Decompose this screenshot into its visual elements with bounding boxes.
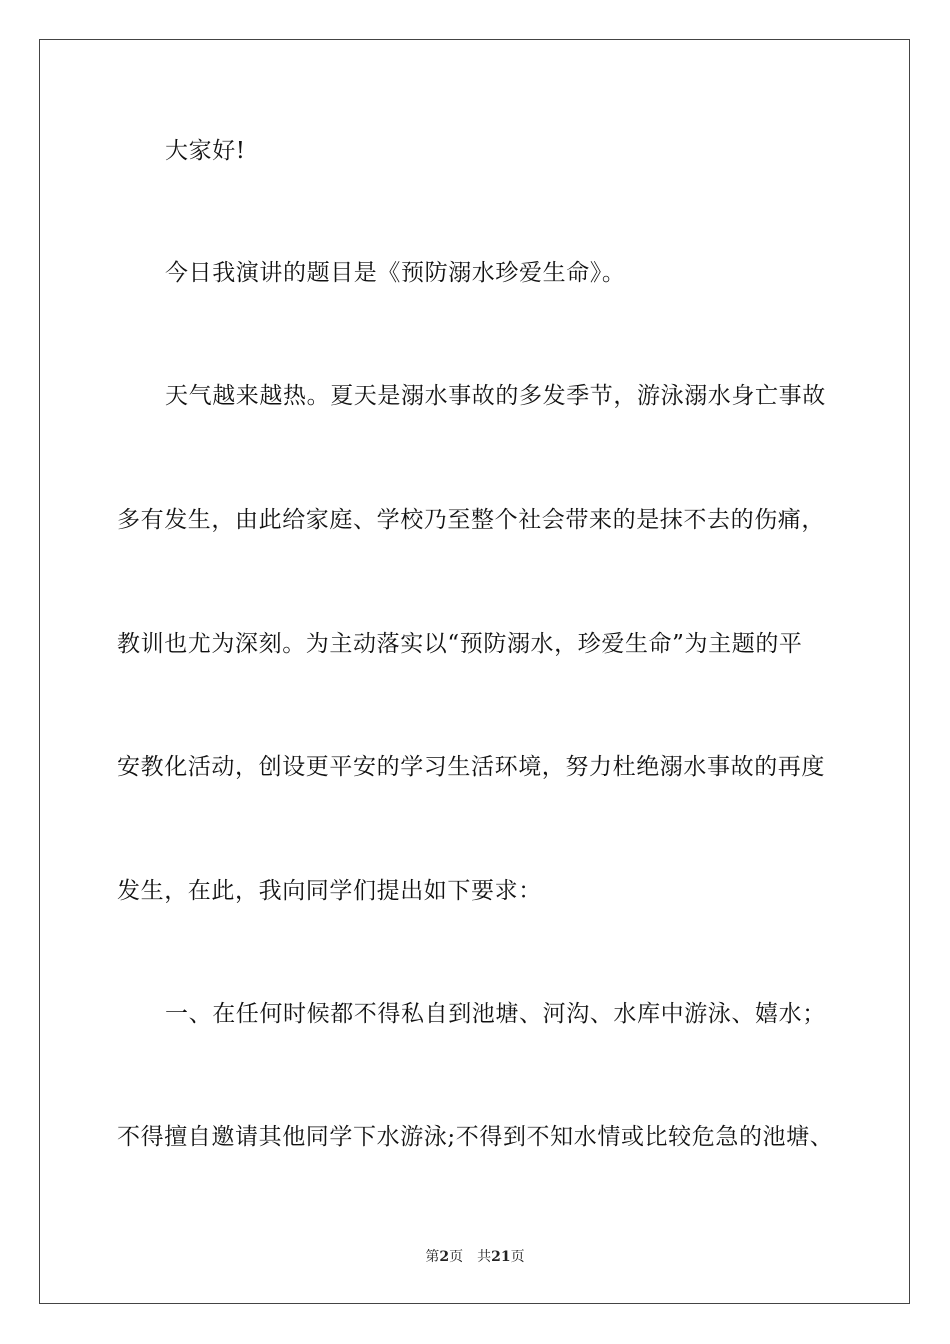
paragraph-line-4: 安教化活动，创设更平安的学习生活环境，努力杜绝溺水事故的再度 [117,754,825,780]
page-number: 2 [439,1249,450,1265]
total-pages: 21 [491,1249,511,1265]
page-suffix: 页 [449,1249,464,1265]
page-footer [0,1246,950,1266]
total-prefix: 共 [477,1249,492,1265]
requirement-line-1: 一、在任何时候都不得私自到池塘、河沟、水库中游泳、嬉水； [165,1001,826,1027]
paragraph-line-1: 天气越来越热。夏天是溺水事故的多发季节，游泳溺水身亡事故 [165,383,826,409]
greeting-line: 大家好! [165,138,246,164]
paragraph-line-2: 多有发生，由此给家庭、学校乃至整个社会带来的是抹不去的伤痛， [117,507,825,533]
page-prefix: 第 [425,1249,440,1265]
page-border [39,39,910,1304]
topic-line: 今日我演讲的题目是《预防溺水珍爱生命》。 [165,260,626,286]
paragraph-line-3: 教训也尤为深刻。为主动落实以“预防溺水，珍爱生命”为主题的平 [117,631,803,657]
requirement-line-2: 不得擅自邀请其他同学下水游泳;不得到不知水情或比较危急的池塘、 [117,1124,834,1150]
paragraph-line-5: 发生，在此，我向同学们提出如下要求： [117,878,542,904]
total-suffix: 页 [510,1249,525,1265]
